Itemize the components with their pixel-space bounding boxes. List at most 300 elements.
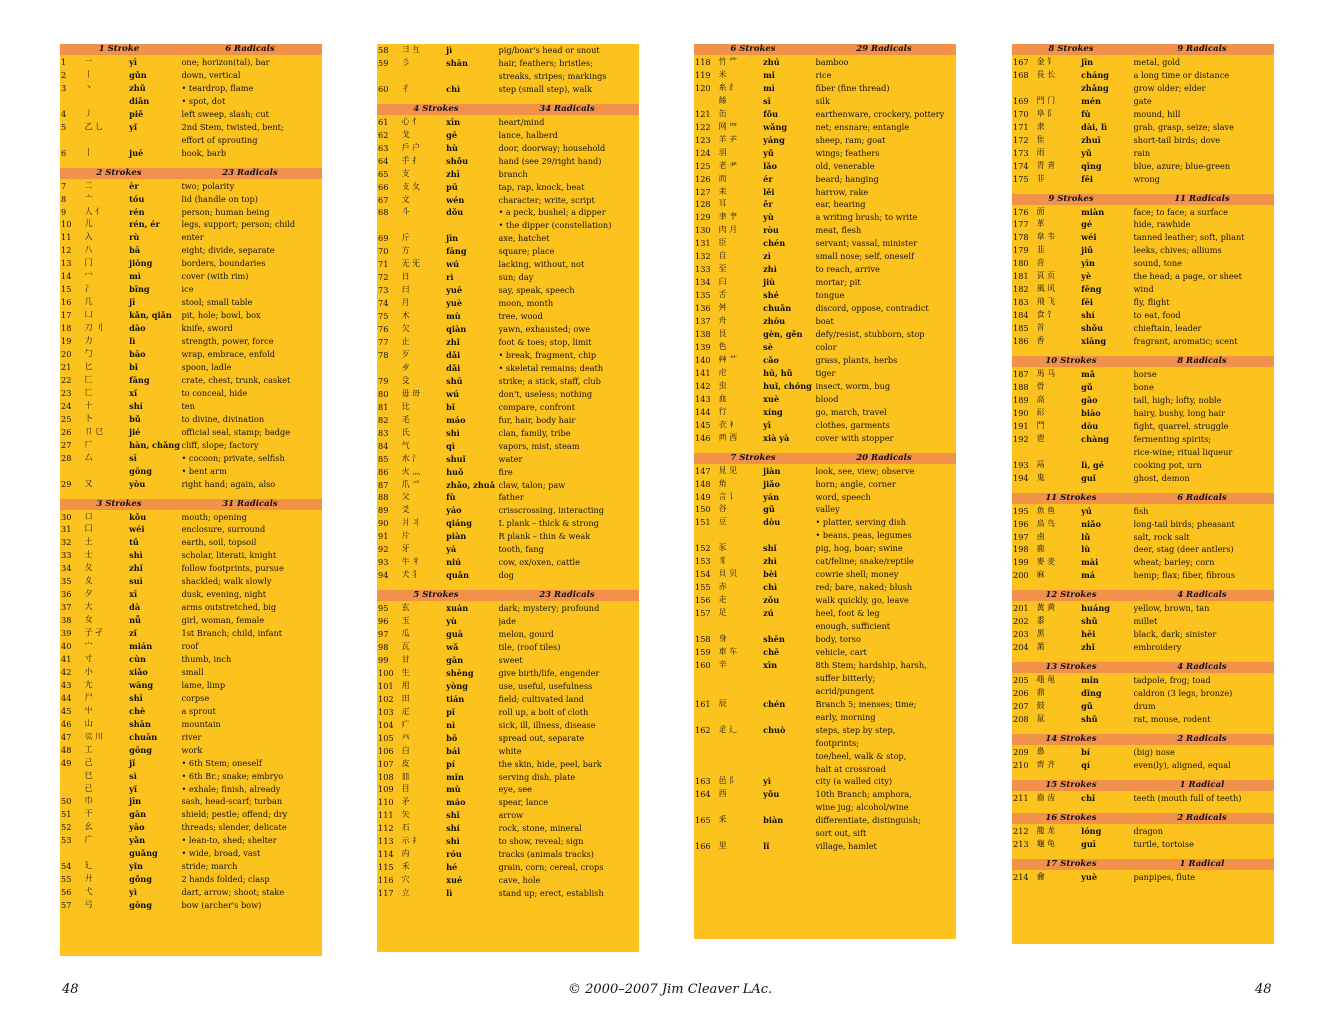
radical-glyph: 虫: [718, 380, 727, 390]
pinyin: zhī: [446, 168, 460, 179]
pinyin: lǐ: [763, 841, 770, 852]
pinyin: bō: [446, 732, 458, 743]
radical-row: [377, 732, 639, 745]
radical-row: [60, 847, 322, 860]
radical-glyph: 肉 月: [718, 225, 738, 235]
radical-number: 196: [1013, 518, 1029, 529]
radical-number: 58: [378, 45, 389, 55]
radical-glyph: [85, 465, 130, 478]
meaning: stride; march: [181, 861, 238, 872]
radical-glyph: 皮: [401, 758, 410, 768]
meaning: face; to face; a surface: [1133, 206, 1228, 217]
stroke-count-heading: 10 Strokes: [1045, 356, 1097, 367]
radical-glyph: 糸 纟: [718, 82, 738, 92]
meaning: footprints;: [815, 737, 859, 748]
meaning: spread out, separate: [498, 732, 585, 743]
meaning: melon, gourd: [498, 629, 554, 640]
radical-number: 80: [378, 388, 389, 399]
pinyin: jī: [129, 297, 136, 308]
radical-row: [694, 685, 956, 698]
pinyin: cháng: [1081, 69, 1110, 80]
radical-number: 113: [378, 836, 394, 847]
radical-glyph: 匕: [84, 361, 93, 371]
radical-row: [694, 263, 956, 276]
radical-glyph: 角: [718, 478, 727, 488]
meaning: follow footprints, pursue: [181, 563, 284, 574]
meaning: ghost, demon: [1133, 472, 1190, 483]
meaning: harrow, rake: [815, 186, 869, 197]
meaning: axe, hatchet: [498, 233, 550, 244]
radical-glyph: 廴: [84, 861, 93, 871]
radical-row: [60, 193, 322, 206]
radical-row: [377, 414, 639, 427]
radical-row: [694, 788, 956, 801]
radical-row: [60, 478, 322, 491]
pinyin: gèn, gěn: [763, 329, 803, 340]
radical-glyph: 支: [401, 168, 410, 178]
pinyin: wén: [446, 194, 465, 205]
meaning: hair, feathers; bristles;: [498, 57, 593, 68]
radical-number: 48: [61, 744, 72, 755]
stroke-count-heading: 3 Strokes: [96, 498, 142, 509]
meaning: • teardrop, flame: [181, 82, 254, 93]
pinyin: mù: [446, 784, 461, 795]
radical-glyph: 曰: [401, 285, 410, 295]
meaning: lance, halberd: [498, 129, 558, 140]
pinyin: shuǐ: [446, 453, 466, 464]
radical-row: [694, 289, 956, 302]
radical-row: [377, 758, 639, 771]
pinyin: miàn: [1081, 206, 1105, 217]
pinyin: zhǐ: [129, 563, 143, 574]
meaning: fight, quarrel, struggle: [1133, 420, 1229, 431]
radical-glyph: 身: [718, 633, 727, 643]
pinyin: yǎn: [129, 835, 146, 846]
radical-section: [377, 44, 639, 96]
pinyin: wǎ: [446, 641, 459, 652]
pinyin: xiǎo: [129, 666, 148, 677]
radical-row: [694, 711, 956, 724]
pinyin: shī: [129, 692, 143, 703]
radical-number: 12: [61, 245, 72, 256]
meaning: 2 hands folded; clasp: [181, 874, 270, 885]
radical-row: [1012, 543, 1274, 556]
radical-glyph: 儿: [84, 219, 93, 229]
pinyin: gē: [446, 129, 458, 140]
radical-glyph: 巳: [84, 770, 93, 780]
pinyin: bīng: [129, 284, 150, 295]
meaning: a writing brush; to write: [815, 212, 918, 223]
radical-number: [377, 219, 402, 232]
radical-glyph: 鹵: [1036, 531, 1045, 541]
radical-row: [60, 899, 322, 912]
radical-glyph: 片: [401, 531, 410, 541]
meaning: vapors, mist, steam: [498, 440, 580, 451]
meaning: fiber (fine thread): [815, 82, 890, 93]
radical-row: [60, 575, 322, 588]
radical-number: 177: [1013, 219, 1029, 230]
radical-row: [377, 323, 639, 336]
pinyin: yòng: [446, 680, 469, 691]
radical-number: 209: [1013, 746, 1029, 757]
meaning: blue, azure; blue-green: [1133, 160, 1231, 171]
stroke-count-heading: 12 Strokes: [1045, 590, 1097, 601]
meaning: city (a walled city): [815, 776, 893, 787]
radical-row: [60, 296, 322, 309]
radical-number: 192: [1013, 433, 1029, 444]
pinyin: yú: [1081, 505, 1092, 516]
radical-number: 161: [695, 698, 711, 709]
radical-glyph: 高: [1036, 394, 1045, 404]
radical-glyph: 鼎: [1036, 688, 1045, 698]
radical-number: 124: [695, 147, 711, 158]
pinyin: yī: [763, 419, 771, 430]
pinyin: gāo: [1081, 394, 1098, 405]
radical-glyph: 卜: [84, 413, 93, 423]
radical-row: [694, 198, 956, 211]
pinyin: bǔ: [129, 413, 141, 424]
radical-glyph: 龜 龟: [1036, 838, 1056, 848]
radical-row: [377, 517, 639, 530]
radical-glyph: 日: [401, 272, 410, 282]
radical-row: [377, 848, 639, 861]
pinyin: chàng: [1081, 433, 1110, 444]
pinyin: xiāng: [1081, 336, 1107, 347]
radical-number: 96: [378, 616, 389, 627]
pinyin: zhuī: [1081, 134, 1101, 145]
meaning: lacking, without, not: [498, 259, 585, 270]
radical-glyph: 革: [1036, 219, 1045, 229]
radical-glyph: 殳: [401, 375, 410, 385]
radical-glyph: 目: [401, 784, 410, 794]
radical-row: [60, 692, 322, 705]
radical-glyph: 黍: [1036, 616, 1045, 626]
radical-row: [1012, 700, 1274, 713]
radical-glyph: 齊 齐: [1036, 759, 1056, 769]
pinyin: tián: [446, 693, 465, 704]
meaning: • 6th Br.; snake; embryo: [181, 770, 284, 781]
radical-glyph: 用: [401, 680, 410, 690]
radical-number: [694, 763, 719, 776]
meaning: • cocoon; private, selfish: [181, 452, 285, 463]
radical-number: 150: [695, 504, 711, 515]
pinyin: dài, lì: [1081, 121, 1108, 132]
radical-row: [694, 354, 956, 367]
radical-number: 52: [61, 822, 72, 833]
radical-row: [377, 336, 639, 349]
radical-glyph: 十: [84, 400, 93, 410]
radical-row: [60, 56, 322, 69]
radical-section: [1012, 662, 1274, 726]
meaning: a sprout: [181, 705, 216, 716]
radical-glyph: 山: [84, 718, 93, 728]
meaning: stool; small table: [181, 297, 253, 308]
copyright-notice: © 2000–2007 Jim Cleaver LAc.: [568, 982, 773, 997]
meaning: scholar, literati, knight: [181, 550, 277, 561]
radical-glyph: 戶 户: [401, 142, 421, 152]
radical-row: [694, 108, 956, 121]
pinyin: mián: [129, 641, 153, 652]
meaning: horse: [1133, 369, 1157, 380]
radical-row: [1012, 173, 1274, 186]
pinyin: mén: [1081, 95, 1101, 106]
pinyin: yǐ: [129, 121, 137, 132]
pinyin: guǐ: [1081, 472, 1096, 483]
radical-row: [377, 693, 639, 706]
radical-number: 3: [61, 82, 67, 93]
meaning: fur, hair, body hair: [498, 414, 576, 425]
radical-number: 37: [61, 602, 72, 613]
pinyin: yāo: [129, 822, 145, 833]
meaning: strength, power, force: [181, 336, 274, 347]
radical-number: 50: [61, 796, 72, 807]
radical-glyph: 里: [718, 841, 727, 851]
radical-number: 95: [378, 603, 389, 614]
meaning: salt, rock salt: [1133, 531, 1190, 542]
pinyin: biāo: [1081, 407, 1101, 418]
radical-row: [60, 82, 322, 95]
radical-row: [694, 276, 956, 289]
radical-glyph: [85, 95, 130, 108]
radical-number: 101: [378, 680, 394, 691]
pinyin: dāo: [129, 323, 146, 334]
meaning: wrong: [1133, 173, 1160, 184]
pinyin: shì: [129, 550, 143, 561]
radical-number: 30: [61, 511, 72, 522]
radical-glyph: 生: [401, 667, 410, 677]
pinyin: sī: [129, 452, 137, 463]
pinyin: qiáng: [446, 518, 472, 529]
radical-section: [1012, 590, 1274, 654]
radical-glyph: 青 靑: [1036, 160, 1056, 170]
radical-row: [377, 641, 639, 654]
radical-count-heading: 9 Radicals: [1177, 44, 1227, 54]
pinyin: dà: [129, 602, 141, 613]
radical-glyph: [719, 672, 764, 685]
pinyin: lóng: [1081, 825, 1102, 836]
radical-row: [377, 388, 639, 401]
column-1: [60, 44, 322, 956]
meaning: village, hamlet: [815, 841, 877, 852]
pinyin: zhōu: [763, 316, 786, 327]
radical-number: 122: [695, 121, 711, 132]
meaning: fly, flight: [1133, 297, 1170, 308]
radical-glyph: 食 饣: [1036, 310, 1056, 320]
radical-row: [694, 529, 956, 542]
radical-glyph: 手 扌: [401, 155, 421, 165]
stroke-count-heading: 17 Strokes: [1045, 858, 1097, 869]
pinyin: tóu: [129, 193, 145, 204]
pinyin: wú: [446, 388, 460, 399]
radical-row: [60, 601, 322, 614]
meaning: moon, month: [498, 298, 554, 309]
meaning: silk: [815, 95, 830, 106]
radical-number: 6: [61, 147, 67, 158]
radical-row: [377, 349, 639, 362]
pinyin: shēng: [446, 667, 474, 678]
radical-glyph: 禸: [401, 849, 410, 859]
radical-number: 76: [378, 324, 389, 335]
meaning: fermenting spirits;: [1133, 433, 1212, 444]
radical-glyph: 自: [718, 251, 727, 261]
pinyin: huáng: [1081, 603, 1110, 614]
radical-number: 18: [61, 323, 72, 334]
radical-row: [377, 284, 639, 297]
meaning: deer, stag (deer antlers): [1133, 544, 1234, 555]
radical-count-heading: 29 Radicals: [856, 44, 912, 54]
radical-number: 128: [695, 199, 711, 210]
radical-glyph: 非: [1036, 173, 1045, 183]
pinyin: qiàn: [446, 324, 467, 335]
radical-number: 79: [378, 375, 389, 386]
radical-number: 142: [695, 380, 711, 391]
radical-row: [377, 491, 639, 504]
pinyin: yǔ: [1081, 147, 1092, 158]
radical-number: 123: [695, 134, 711, 145]
meaning: sweet: [498, 654, 523, 665]
radical-glyph: 已: [84, 783, 93, 793]
radical-number: 93: [378, 557, 389, 568]
radical-row: [694, 302, 956, 315]
pinyin: jiǎo: [763, 478, 780, 489]
radical-number: 13: [61, 258, 72, 269]
radical-glyph: 魚 鱼: [1036, 505, 1056, 515]
radical-number: 164: [695, 789, 711, 800]
radical-row: [60, 439, 322, 452]
radical-glyph: 匚: [84, 374, 93, 384]
radical-row: [377, 654, 639, 667]
pinyin: má: [1081, 570, 1096, 581]
radical-glyph: [1037, 82, 1082, 95]
radical-row: [60, 206, 322, 219]
pinyin: jīn: [1081, 57, 1094, 67]
radical-glyph: 工: [84, 744, 93, 754]
radical-number: 197: [1013, 531, 1029, 542]
radical-glyph: 髟: [1036, 407, 1045, 417]
pinyin: piě: [129, 108, 144, 119]
meaning: 1st Branch; child, infant: [181, 628, 283, 639]
meaning: caldron (3 legs, bronze): [1133, 688, 1233, 699]
radical-glyph: [719, 529, 764, 542]
radical-glyph: 豕: [718, 543, 727, 553]
meaning: enter: [181, 232, 204, 243]
meaning: R plank – thin & weak: [498, 531, 591, 542]
radical-row: [1012, 713, 1274, 726]
radical-number: 91: [378, 531, 389, 542]
radical-row: [377, 602, 639, 615]
pinyin: kǎn, qiǎn: [129, 310, 172, 321]
radical-row: [1012, 687, 1274, 700]
radical-row: [694, 224, 956, 237]
meaning: old, venerable: [815, 160, 875, 171]
radical-number: 174: [1013, 160, 1029, 171]
radical-row: [60, 627, 322, 640]
radical-row: [60, 808, 322, 821]
section-header: [1012, 813, 1274, 824]
meaning: knife, sword: [181, 323, 233, 334]
radical-count-heading: 34 Radicals: [539, 103, 595, 114]
meaning: crisscrossing, interacting: [498, 505, 605, 516]
radical-number: 60: [378, 83, 389, 94]
pinyin: [763, 529, 815, 542]
pinyin: gǔn: [129, 69, 147, 80]
stroke-count-heading: 1 Stroke: [98, 44, 140, 54]
meaning: • exhale; finish, already: [181, 783, 281, 794]
pinyin: hū, hǔ: [763, 367, 793, 378]
pinyin: shí: [446, 823, 460, 834]
meaning: strike; a stick, staff, club: [498, 375, 601, 386]
meaning: right hand; again, also: [181, 478, 276, 489]
radical-number: 148: [695, 478, 711, 489]
radical-glyph: 无 旡: [401, 259, 421, 269]
meaning: rice-wine; ritual liqueur: [1133, 446, 1233, 457]
radical-number: [60, 847, 85, 860]
radical-row: [1012, 407, 1274, 420]
radical-number: 202: [1013, 616, 1029, 627]
radical-number: 169: [1013, 95, 1029, 106]
radical-number: 212: [1013, 825, 1029, 836]
radical-number: 146: [695, 432, 711, 443]
pinyin: róu: [446, 849, 462, 860]
radical-number: 33: [61, 550, 72, 561]
radical-number: 182: [1013, 284, 1029, 295]
meaning: eight; divide, separate: [181, 245, 275, 256]
meaning: door, doorway; household: [498, 142, 606, 153]
meaning: give birth/life, engender: [498, 667, 600, 678]
radical-number: 23: [61, 387, 72, 398]
meaning: Branch 5; menses; time;: [815, 698, 917, 709]
section-header: [1012, 356, 1274, 367]
radical-row: [1012, 531, 1274, 544]
radical-glyph: 凵: [84, 310, 93, 320]
radical-number: [694, 95, 719, 108]
meaning: person; human being: [181, 206, 270, 217]
stroke-count-heading: 14 Strokes: [1045, 733, 1097, 744]
meaning: lid (handle on top): [181, 193, 258, 204]
radical-glyph: 寸: [84, 653, 93, 663]
section-header: [1012, 194, 1274, 205]
radical-row: [377, 543, 639, 556]
radical-glyph: 聿 肀: [718, 212, 738, 222]
radical-glyph: 丿: [84, 108, 93, 118]
radical-row: [377, 245, 639, 258]
radical-glyph: 八: [84, 245, 93, 255]
radical-number: 136: [695, 303, 711, 314]
meaning: even(ly), aligned, equal: [1133, 759, 1231, 770]
radical-number: 97: [378, 629, 389, 640]
radical-row: [377, 530, 639, 543]
meaning: water: [498, 453, 523, 464]
meaning: tree, wood: [498, 311, 543, 322]
meaning: (big) nose: [1133, 746, 1175, 757]
meaning: lame, limp: [181, 679, 226, 690]
pinyin: xuán: [446, 603, 469, 614]
radical-glyph: 音: [1036, 258, 1045, 268]
radical-glyph: 牙: [401, 544, 410, 554]
pinyin: chuǎn: [763, 303, 792, 314]
radical-glyph: 穴: [401, 875, 410, 885]
pinyin: jǐ: [129, 757, 136, 768]
radical-number: 191: [1013, 420, 1029, 431]
pinyin: [763, 737, 815, 750]
meaning: pig, hog, boar; swine: [815, 543, 903, 554]
pinyin: bā: [129, 245, 141, 256]
radical-glyph: 血: [718, 393, 727, 403]
radical-section: [60, 499, 322, 913]
radical-glyph: 見 见: [718, 465, 738, 475]
meaning: early, morning: [815, 711, 876, 722]
radical-glyph: 彡: [401, 57, 410, 67]
